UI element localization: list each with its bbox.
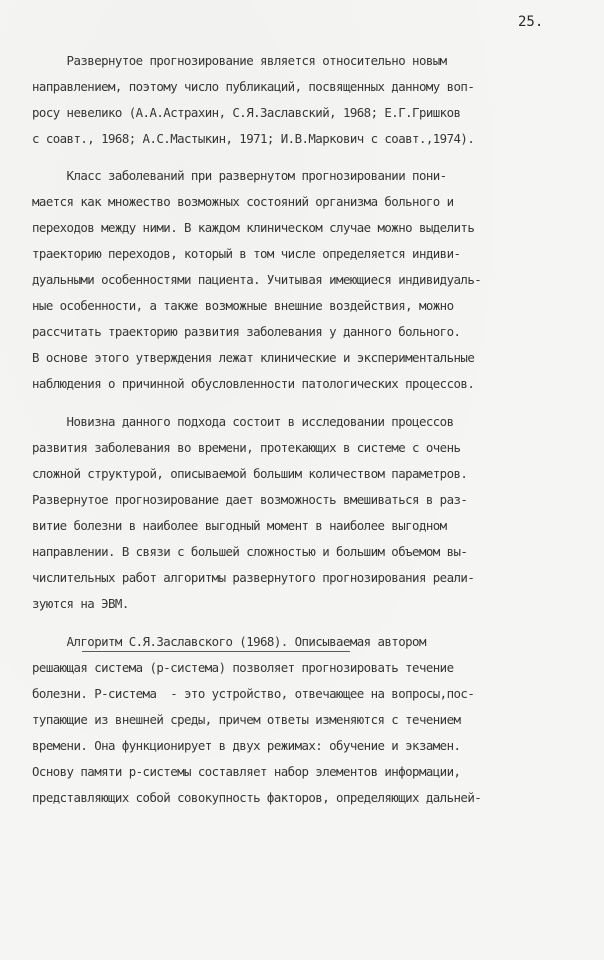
heading-underline — [82, 651, 350, 652]
text-line: болезни. Р-система - это устройство, отвечающее на вопросы,пос- — [32, 686, 475, 701]
text-line: росу невелико (А.А.Астрахин, С.Я.Заславский, 1968; Е.Г.Гришков — [32, 105, 461, 120]
text-line: переходов между ними. В каждом клиническом случае можно выделить — [32, 220, 475, 235]
text-line: дуальными особенностями пациента. Учитывая имеющиеся индивидуаль- — [32, 272, 482, 287]
text-line: с соавт., 1968; А.С.Мастыкин, 1971; И.В.Маркович с соавт.,1974). — [32, 131, 475, 146]
text-line: Класс заболеваний при развернутом прогнозировании пони- — [32, 168, 447, 183]
text-line: направлении. В связи с большей сложностью и большим объемом вы- — [32, 544, 468, 559]
text-line: тупающие из внешней среды, причем ответы изменяются с течением — [32, 712, 461, 727]
text-line: Алгоритм С.Я.Заславского (1968). Описываемая автором — [32, 634, 426, 649]
text-line: Основу памяти р-системы составляет набор элементов информации, — [32, 764, 461, 779]
text-line: наблюдения о причинной обусловленности патологических процессов. — [32, 376, 475, 391]
text-line: Новизна данного подхода состоит в исследовании процессов — [32, 414, 454, 429]
text-line: Развернутое прогнозирование дает возможность вмешиваться в раз- — [32, 492, 468, 507]
text-line: рассчитать траекторию развития заболевания у данного больного. — [32, 324, 461, 339]
text-line: развития заболевания во времени, протекающих в системе с очень — [32, 440, 461, 455]
text-line: траекторию переходов, который в том числе определяется индиви- — [32, 246, 461, 261]
text-line: ные особенности, а также возможные внешние воздействия, можно — [32, 298, 454, 313]
text-line: В основе этого утверждения лежат клинические и экспериментальные — [32, 350, 475, 365]
text-line: представляющих собой совокупность факторов, определяющих дальней- — [32, 790, 482, 805]
text-line: направлением, поэтому число публикаций, посвященных данному воп- — [32, 79, 475, 94]
text-line: Развернутое прогнозирование является относительно новым — [32, 53, 447, 68]
text-line: сложной структурой, описываемой большим количеством параметров. — [32, 466, 468, 481]
text-line: времени. Она функционирует в двух режимах: обучение и экзамен. — [32, 738, 461, 753]
text-line: зуются на ЭВМ. — [32, 596, 129, 611]
text-line: мается как множество возможных состояний организма больного и — [32, 194, 454, 209]
text-line: числительных работ алгоритмы развернутого прогнозирования реали- — [32, 570, 475, 585]
text-line: витие болезни в наиболее выгодный момент в наиболее выгодном — [32, 518, 447, 533]
page-number: 25. — [518, 14, 544, 30]
text-line: решающая система (р-система) позволяет прогнозировать течение — [32, 660, 454, 675]
